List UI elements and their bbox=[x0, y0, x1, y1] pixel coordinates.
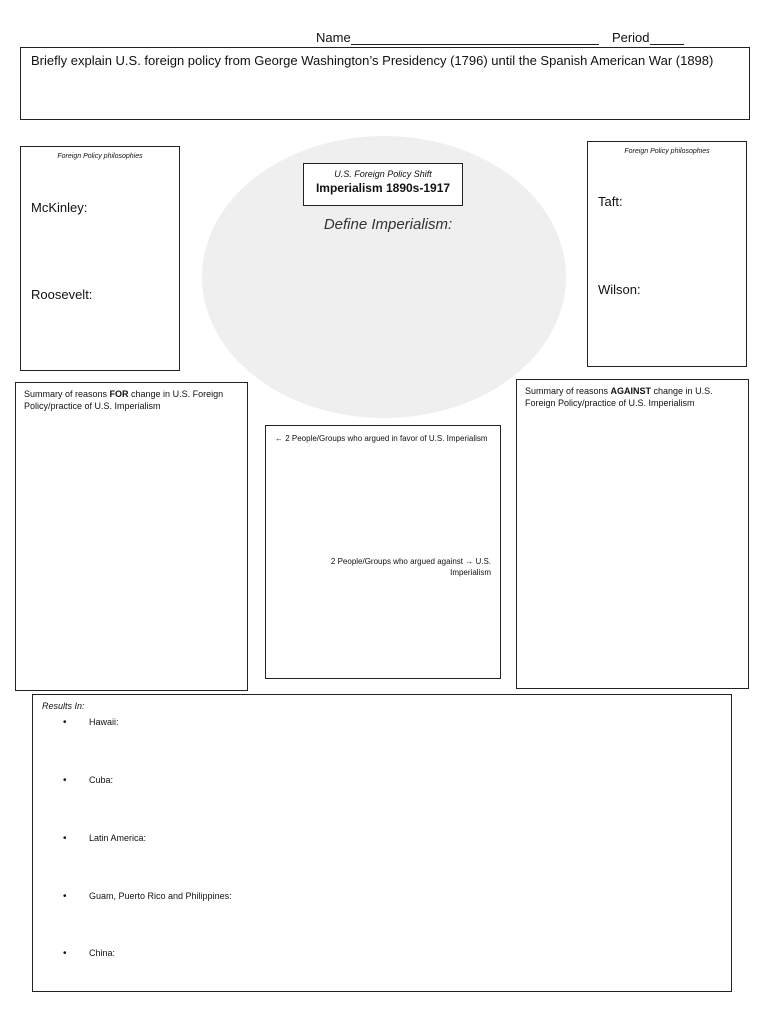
shift-title-box bbox=[303, 163, 463, 206]
bullet-icon: • bbox=[63, 833, 67, 844]
results-box[interactable] bbox=[32, 694, 732, 992]
right-philosophy-box[interactable] bbox=[587, 141, 747, 367]
reasons-for-label: Summary of reasons FOR change in U.S. Foreign Policy/practice of U.S. Imperialism bbox=[24, 389, 224, 411]
taft-label: Taft: bbox=[598, 194, 623, 209]
result-item-hawaii bbox=[63, 717, 119, 728]
worksheet-header bbox=[316, 30, 684, 45]
period-field[interactable] bbox=[650, 31, 684, 45]
shift-label: U.S. Foreign Policy Shift bbox=[334, 169, 432, 179]
result-item-latin-america bbox=[63, 833, 146, 844]
people-against-label: 2 People/Groups who argued against → U.S. Imperialism bbox=[330, 557, 491, 577]
define-imperialism-label: Define Imperialism: bbox=[323, 216, 453, 233]
result-item-cuba bbox=[63, 775, 113, 786]
intro-prompt: Briefly explain U.S. foreign policy from George Washington’s Presidency (1796) until the Spanish American War (1898) bbox=[31, 53, 714, 68]
reasons-against-box[interactable] bbox=[516, 379, 749, 689]
shift-title: Imperialism 1890s-1917 bbox=[315, 181, 451, 195]
for-emphasis: FOR bbox=[109, 389, 129, 399]
result-label: Hawaii: bbox=[89, 717, 119, 727]
people-favor-label: ← 2 People/Groups who argued in favor of U.S. Imperialism bbox=[275, 434, 488, 443]
bullet-icon: • bbox=[63, 948, 67, 959]
people-groups-box[interactable] bbox=[265, 425, 501, 679]
right-philosophy-title: Foreign Policy philosophies bbox=[624, 148, 710, 155]
left-philosophy-box[interactable] bbox=[20, 146, 180, 371]
result-label: Latin America: bbox=[89, 833, 147, 843]
left-philosophy-title: Foreign Policy philosophies bbox=[57, 153, 143, 160]
bullet-icon: • bbox=[63, 717, 67, 728]
result-label: Guam, Puerto Rico and Philippines: bbox=[89, 891, 232, 901]
against-emphasis: AGAINST bbox=[610, 386, 652, 396]
mckinley-label: McKinley: bbox=[31, 200, 88, 215]
wilson-label: Wilson: bbox=[598, 282, 641, 297]
reasons-against-label: Summary of reasons AGAINST change in U.S. Foreign Policy/practice of U.S. Imperialism bbox=[525, 386, 713, 408]
name-field[interactable] bbox=[351, 31, 599, 45]
bullet-icon: • bbox=[63, 891, 67, 902]
roosevelt-label: Roosevelt: bbox=[31, 287, 93, 302]
result-item-guam-puerto-rico-philippines bbox=[63, 891, 232, 902]
result-label: Cuba: bbox=[89, 775, 114, 785]
reasons-for-box[interactable] bbox=[15, 382, 248, 691]
name-label: Name bbox=[316, 30, 351, 45]
intro-answer-box[interactable] bbox=[20, 47, 750, 120]
period-label: Period bbox=[611, 30, 650, 45]
result-label: China: bbox=[89, 948, 116, 958]
bullet-icon: • bbox=[63, 775, 67, 786]
results-title: Results In: bbox=[42, 701, 85, 711]
result-item-china bbox=[63, 948, 115, 959]
